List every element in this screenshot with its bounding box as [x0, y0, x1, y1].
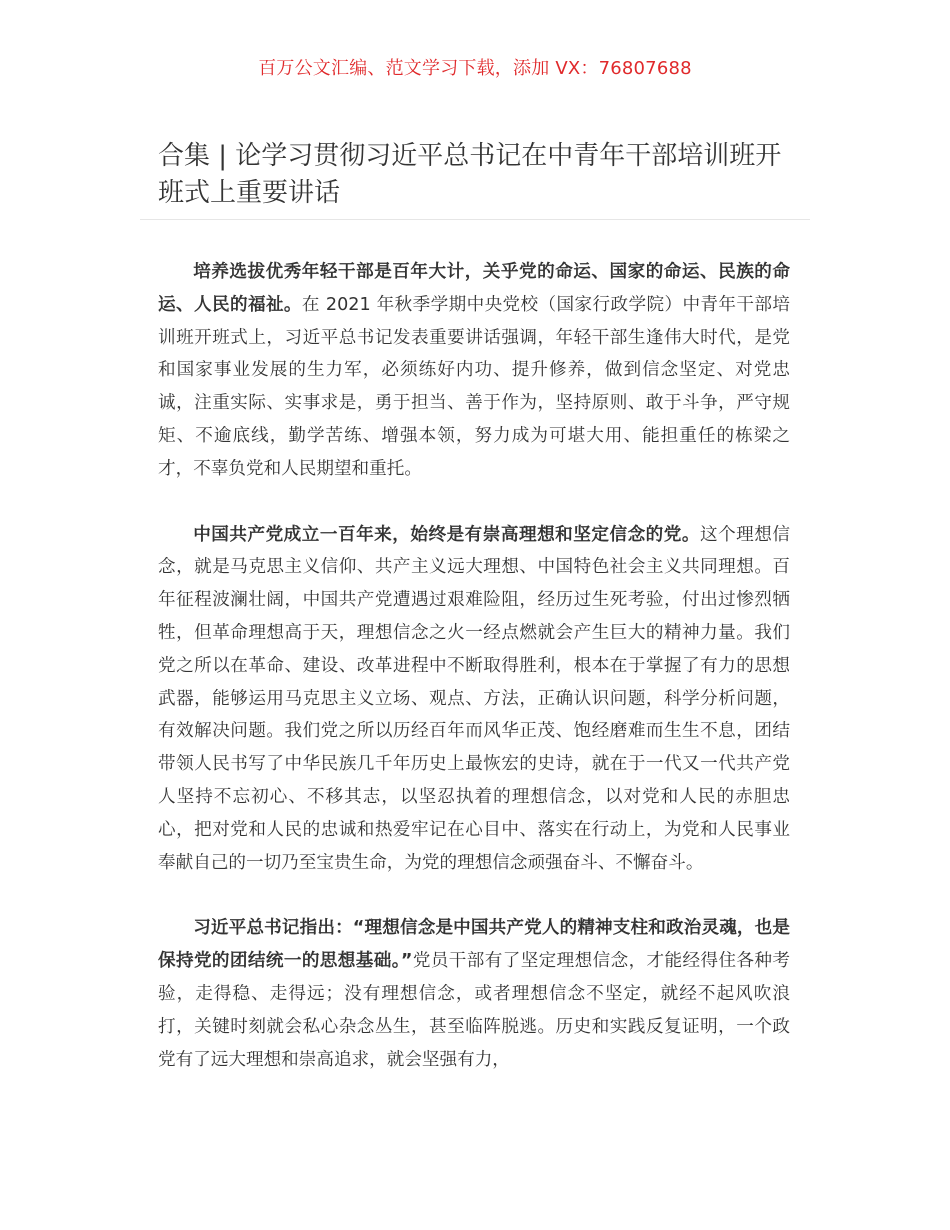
paragraph-2 — [158, 519, 790, 880]
paragraph-2-text: 这个理想信念，就是马克思主义信仰、共产主义远大理想、中国特色社会主义共同理想。百年征程波澜壮阔，中国共产党遭遇过艰难险阻，经历过生死考验，付出过惨烈牺牲，但革命理想高于天，理想信念之火一经点燃就会产生巨大的精神力量。我们党之所以在革命、建设、改革进程中不断取得胜利，根本在于掌握了有力的思想武器，能够运用马克思主义立场、观点、方法，正确认识问题，科学分析问题，有效解决问题。我们党之所以历经百年而风华正茂、饱经磨难而生生不息，团结带领人民书写了中华民族几千年历史上最恢宏的史诗，就在于一代又一代共产党人坚持不忘初心、不移其志，以坚忍执着的理想信念，以对党和人民的赤胆忠心，把对党和人民的忠诚和热爱牢记在心目中、落实在行动上，为党和人民事业奉献自己的一切乃至宝贵生命，为党的理想信念顽强奋斗、不懈奋斗。 — [158, 524, 790, 873]
paragraph-1 — [158, 256, 790, 486]
promo-banner: 百万公文汇编、范文学习下载，添加 VX：76807688 — [258, 58, 692, 79]
article-body — [158, 256, 790, 1109]
paragraph-3-lead: 习近平总书记指出：“理想信念是中国共产党人的精神支柱和政治灵魂，也是保持党的团结统一的思想基础。” — [158, 918, 790, 972]
paragraph-3-text: 党员干部有了坚定理想信念，才能经得住各种考验，走得稳、走得远；没有理想信念，或者理想信念不坚定，就经不起风吹浪打，关键时刻就会私心杂念丛生，甚至临阵脱逃。历史和实践反复证明，一个政党有了远大理想和崇高追求，就会坚强有力， — [158, 951, 790, 1070]
title-divider — [140, 219, 810, 220]
article-title: 合集 | 论学习贯彻习近平总书记在中青年干部培训班开班式上重要讲话 — [158, 141, 782, 208]
paragraph-3 — [158, 912, 790, 1076]
paragraph-1-lead: 培养选拔优秀年轻干部是百年大计，关乎党的命运、国家的命运、民族的命运、人民的福祉。 — [158, 262, 790, 315]
paragraph-2-lead: 中国共产党成立一百年来，始终是有崇高理想和坚定信念的党。 — [193, 524, 700, 545]
paragraph-1-text: 在 2021 年秋季学期中央党校（国家行政学院）中青年干部培训班开班式上，习近平总书记发表重要讲话强调，年轻干部生逢伟大时代，是党和国家事业发展的生力军，必须练好内功、提升修养，做到信念坚定、对党忠诚，注重实际、实事求是，勇于担当、善于作为，坚持原则、敢于斗争，严守规矩、不逾底线，勤学苦练、增强本领，努力成为可堪大用、能担重任的栋梁之才，不辜负党和人民期望和重托。 — [158, 294, 790, 479]
